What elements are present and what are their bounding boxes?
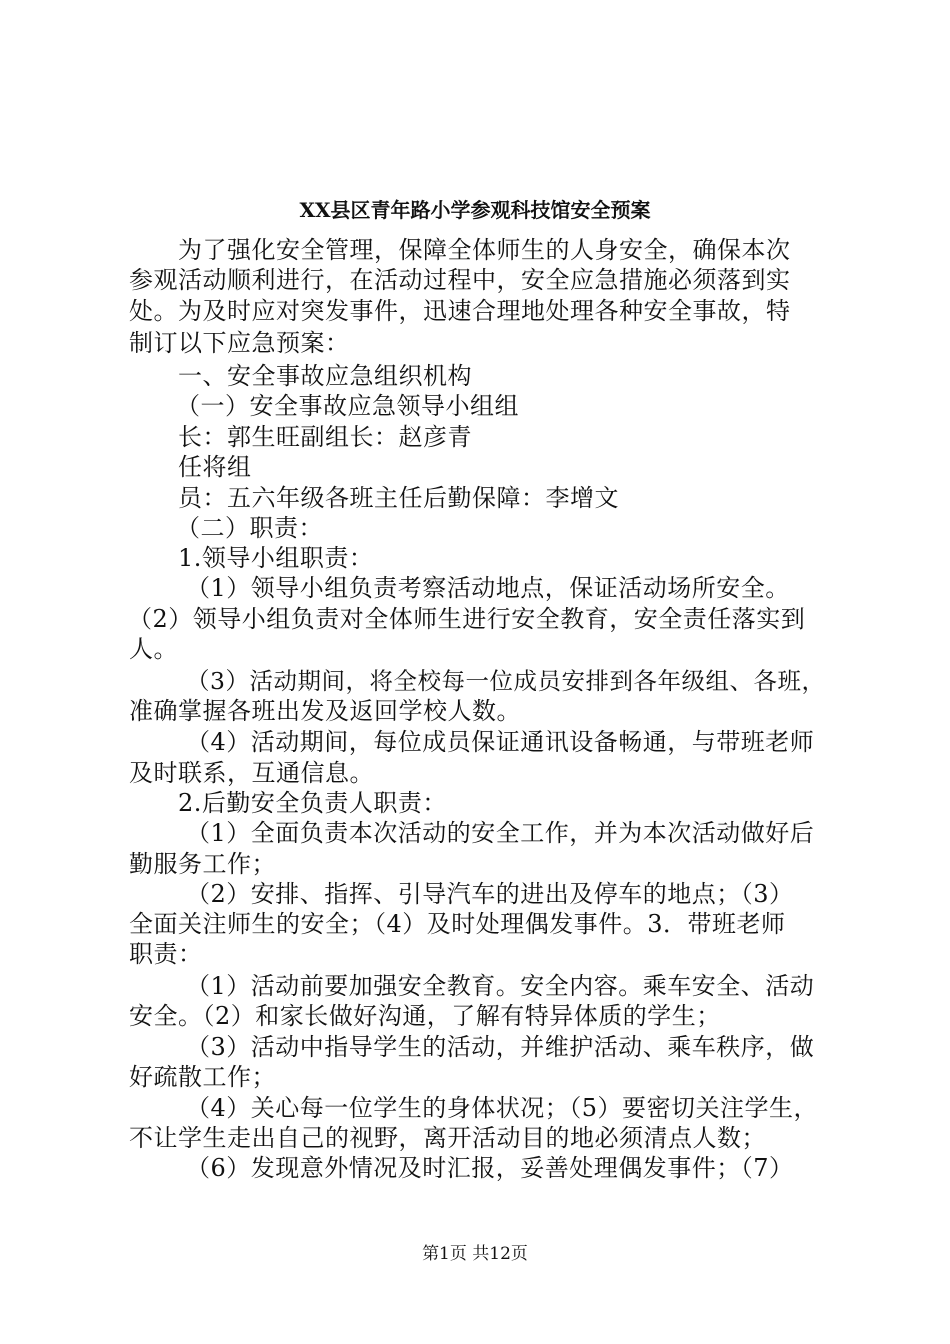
body-line-9: 员：五六年级各班主任后勤保障：李增文	[178, 484, 619, 512]
body-line-21: 勤服务工作；	[129, 850, 276, 878]
body-line-2: 参观活动顺利进行，在活动过程中，安全应急措施必须落到实	[129, 266, 791, 294]
body-line-28: 好疏散工作；	[129, 1063, 276, 1091]
body-line-16: 准确掌握各班出发及返回学校人数。	[129, 697, 521, 725]
body-line-8: 任将组	[178, 453, 252, 481]
subsection-heading-1: （一）安全事故应急领导小组组	[176, 392, 519, 420]
document-title: XX县区青年路小学参观科技馆安全预案	[299, 198, 651, 222]
body-line-11: 1.领导小组职责：	[178, 544, 374, 572]
body-line-25: （1）活动前要加强安全教育。安全内容。乘车安全、活动	[186, 972, 815, 1000]
body-line-15: （3）活动期间，将全校每一位成员安排到各年级组、各班，	[186, 667, 826, 695]
subsection-heading-2: （二）职责：	[176, 514, 323, 542]
body-line-30: 不让学生走出自己的视野，离开活动目的地必须清点人数；	[129, 1124, 766, 1152]
body-line-1: 为了强化安全管理，保障全体师生的人身安全，确保本次	[178, 236, 791, 264]
body-line-3: 处。为及时应对突发事件，迅速合理地处理各种安全事故，特	[129, 297, 791, 325]
body-line-12: （1）领导小组负责考察活动地点，保证活动场所安全。	[186, 574, 790, 602]
body-line-23: 全面关注师生的安全；（4）及时处理偶发事件。3．带班老师	[129, 910, 786, 938]
body-line-13: （2）领导小组负责对全体师生进行安全教育，安全责任落实到	[128, 605, 806, 633]
body-line-20: （1）全面负责本次活动的安全工作，并为本次活动做好后	[186, 819, 815, 847]
body-line-29: （4）关心每一位学生的身体状况；（5）要密切关注学生，	[186, 1094, 819, 1122]
section-heading-1: 一、安全事故应急组织机构	[178, 362, 472, 390]
body-line-18: 及时联系，互通信息。	[129, 759, 374, 787]
body-line-19: 2.后勤安全负责人职责：	[178, 789, 447, 817]
body-line-7: 长：郭生旺副组长：赵彦青	[178, 423, 472, 451]
body-line-31: （6）发现意外情况及时汇报，妥善处理偶发事件；（7）	[186, 1154, 794, 1182]
body-line-24: 职责：	[129, 940, 203, 968]
body-line-22: （2）安排、指挥、引导汽车的进出及停车的地点；（3）	[186, 880, 794, 908]
body-line-26: 安全。（2）和家长做好沟通，了解有特异体质的学生；	[129, 1002, 721, 1030]
page-number: 第1页 共12页	[422, 1244, 528, 1264]
body-line-27: （3）活动中指导学生的活动，并维护活动、乘车秩序，做	[186, 1033, 815, 1061]
body-line-17: （4）活动期间，每位成员保证通讯设备畅通，与带班老师	[186, 728, 815, 756]
body-line-4: 制订以下应急预案：	[129, 329, 350, 357]
body-line-14: 人。	[129, 635, 178, 663]
